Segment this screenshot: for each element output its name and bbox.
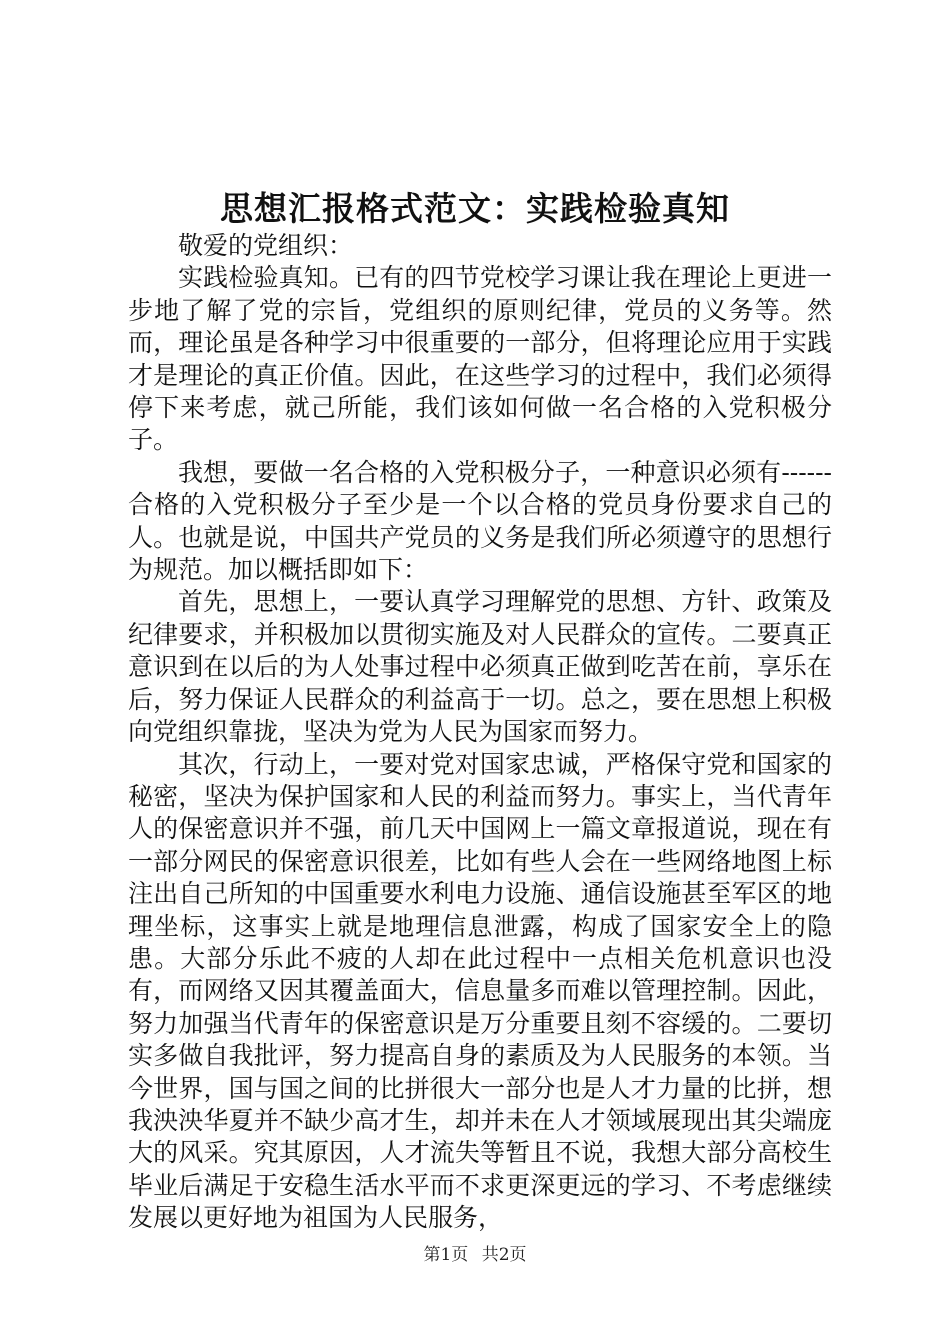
- paragraph: 首先，思想上，一要认真学习理解党的思想、方针、政策及纪律要求，并积极加以贯彻实施及对人民群众的宣传。二要真正意识到在以后的为人处事过程中必须真正做到吃苦在前，享乐在后，努力保证人民群众的利益高于一切。总之，要在思想上积极向党组织靠拢，坚决为党为人民为国家而努力。: [128, 587, 832, 747]
- page-footer: [0, 1243, 950, 1267]
- paragraph: 实践检验真知。已有的四节党校学习课让我在理论上更进一步地了解了党的宗旨，党组织的原则纪律，党员的义务等。然而，理论虽是各种学习中很重要的一部分，但将理论应用于实践才是理论的真正价值。因此，在这些学习的过程中，我们必须得停下来考虑，就己所能，我们该如何做一名合格的入党积极分子。: [128, 263, 832, 455]
- paragraph: 其次，行动上，一要对党对国家忠诚，严格保守党和国家的秘密，坚决为保护国家和人民的利益而努力。事实上，当代青年人的保密意识并不强，前几天中国网上一篇文章报道说，现在有一部分网民的保密意识很差，比如有些人会在一些网络地图上标注出自己所知的中国重要水利电力设施、通信设施甚至军区的地理坐标，这事实上就是地理信息泄露，构成了国家安全上的隐患。大部分乐此不疲的人却在此过程中一点相关危机意识也没有，而网络又因其覆盖面大，信息量多而难以管理控制。因此，努力加强当代青年的保密意识是万分重要且刻不容缓的。二要切实多做自我批评，努力提高自身的素质及为人民服务的本领。当今世界，国与国之间的比拼很大一部分也是人才力量的比拼，想我泱泱华夏并不缺少高才生，却并未在人才领域展现出其尖端庞大的风采。究其原因，人才流失等暂且不说，我想大部分高校生毕业后满足于安稳生活水平而不求更深更远的学习、不考虑继续发展以更好地为祖国为人民服务，: [128, 749, 832, 1233]
- salutation: 敬爱的党组织：: [178, 231, 354, 260]
- page-number: 第1页: [423, 1245, 469, 1265]
- paragraph: 我想，要做一名合格的入党积极分子，一种意识必须有------合格的入党积极分子至少是一个以合格的党员身份要求自己的人。也就是说，中国共产党员的义务是我们所必须遵守的思想行为规范。加以概括即如下：: [128, 457, 832, 585]
- document-title: 思想汇报格式范文：实践检验真知: [220, 189, 730, 228]
- page-total: 共2页: [481, 1245, 527, 1265]
- document-body: [128, 230, 832, 1235]
